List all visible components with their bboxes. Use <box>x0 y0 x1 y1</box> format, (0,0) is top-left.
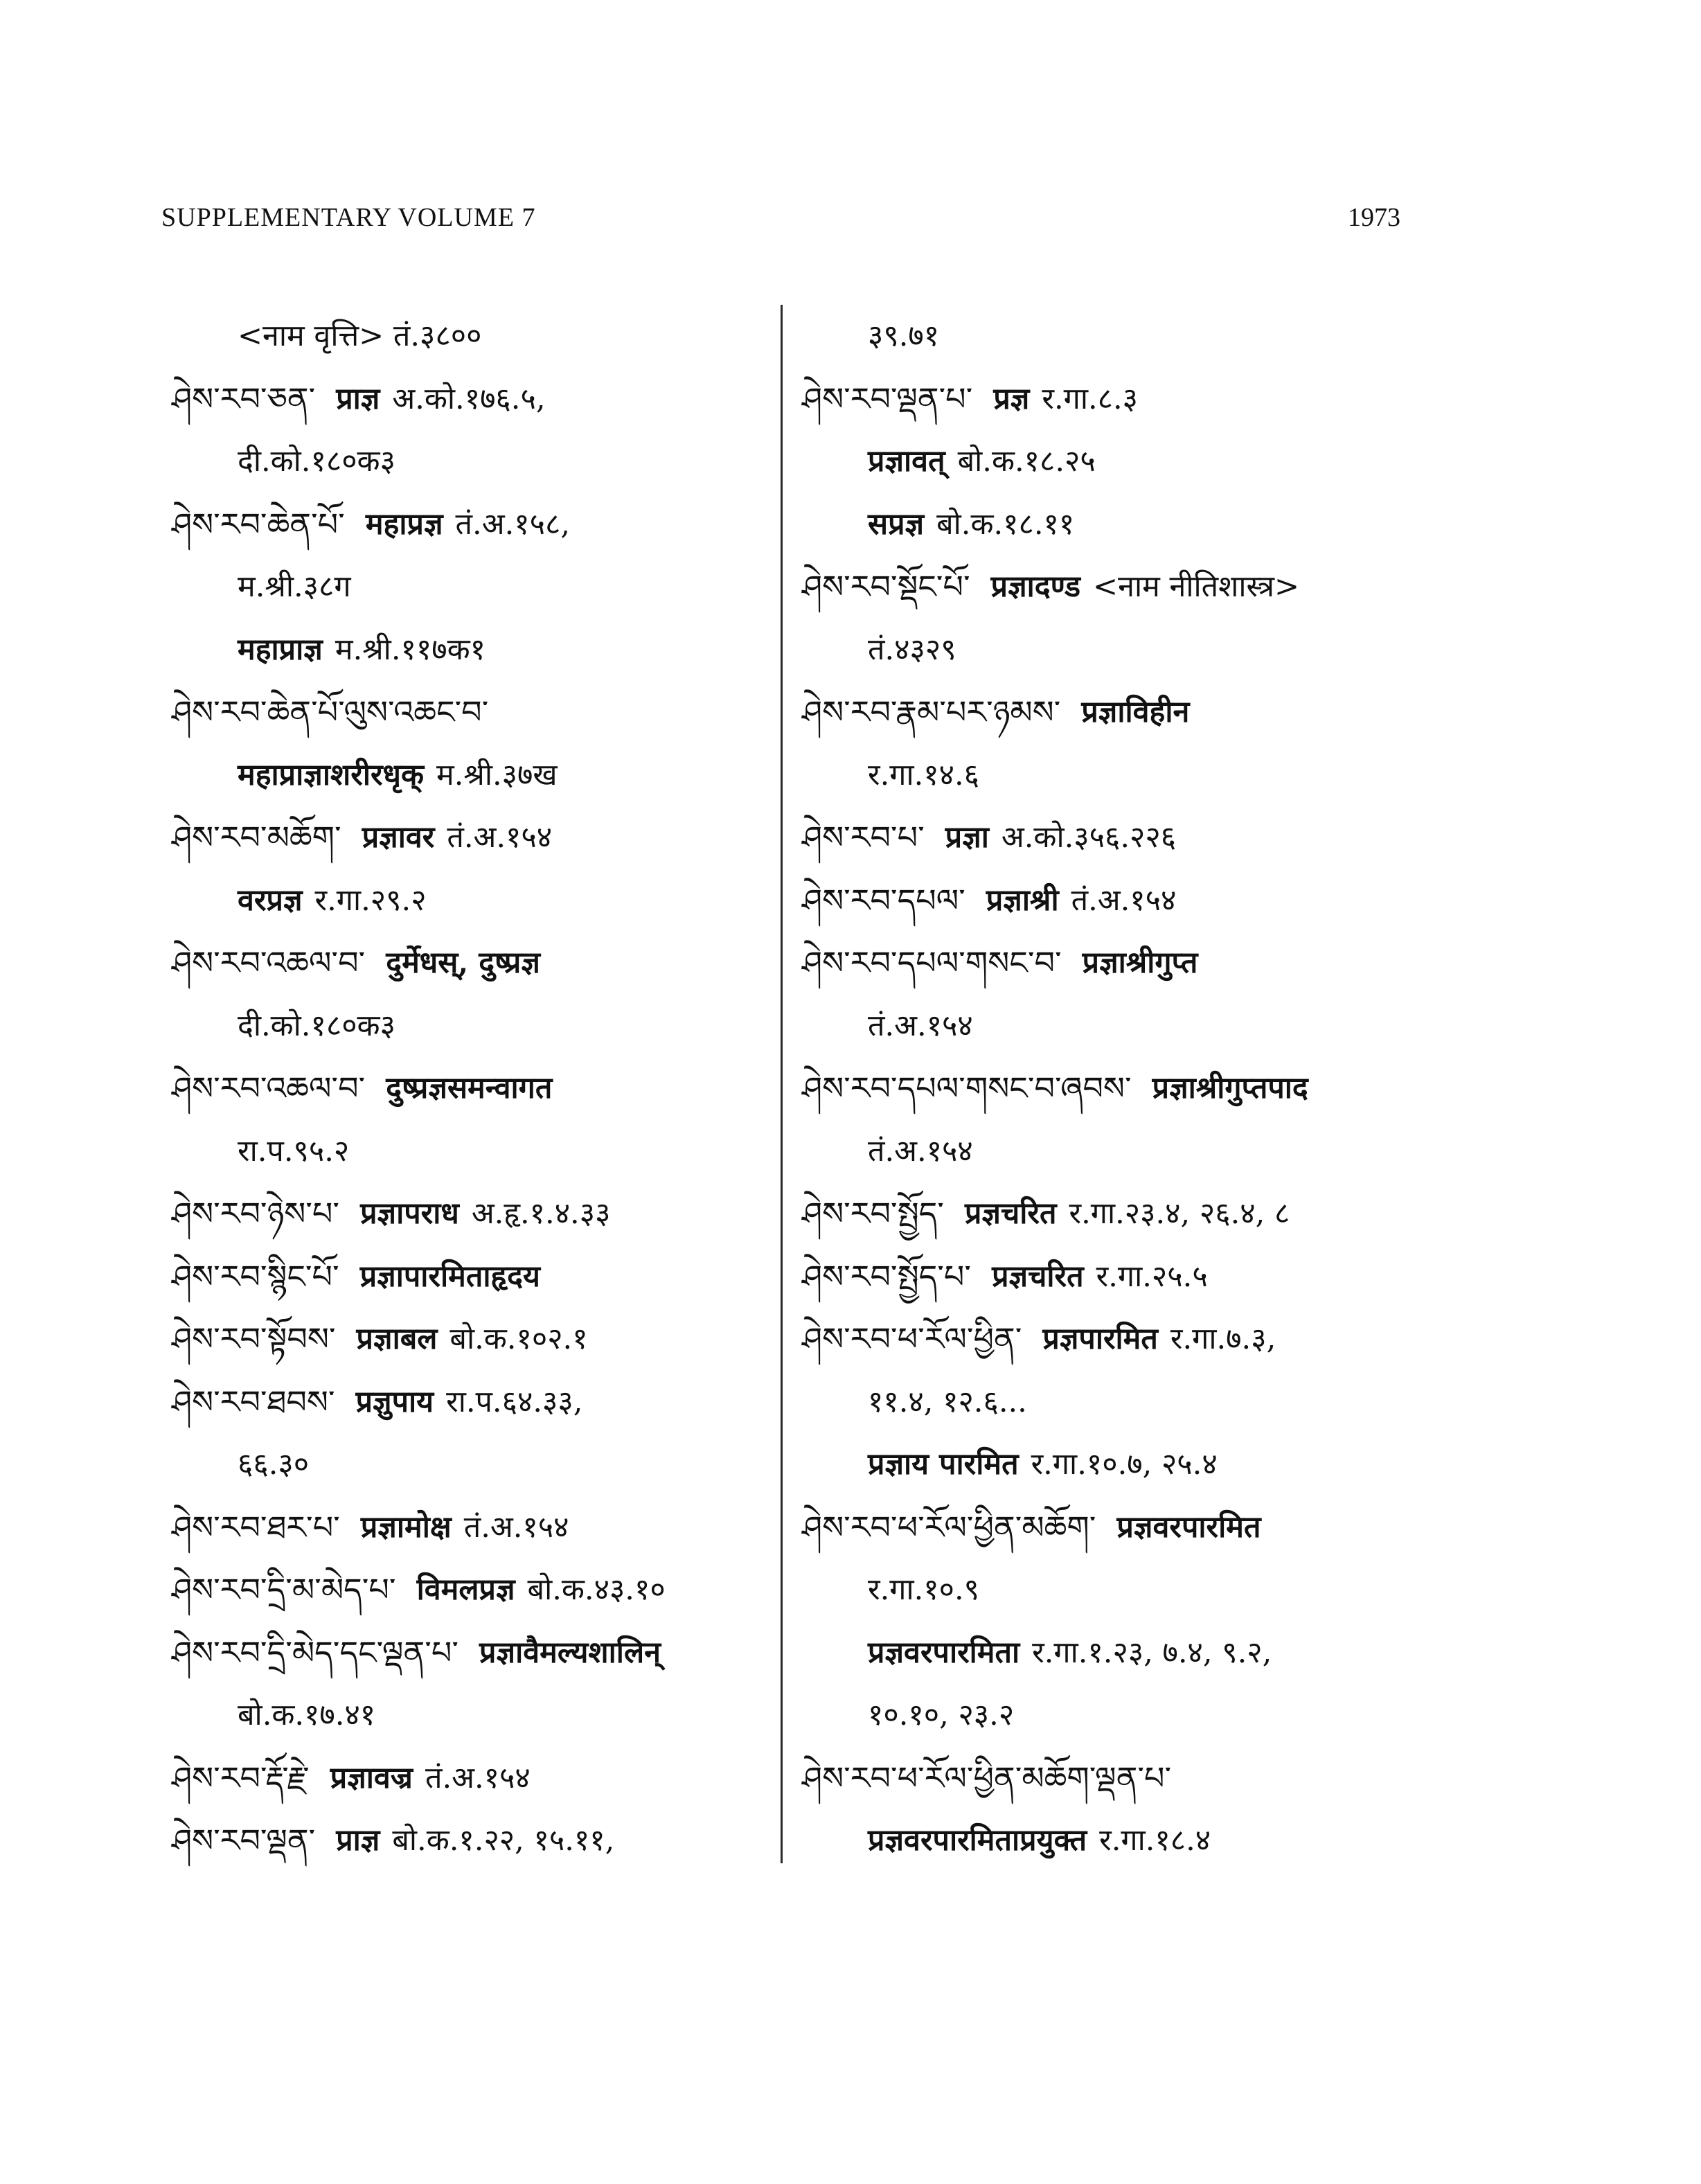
dictionary-entry-line <box>802 430 1425 493</box>
sanskrit-equivalent: प्रज्ञाश्रीगुप्त <box>1082 945 1198 980</box>
dictionary-entry-line <box>802 744 1425 807</box>
tibetan-headword: ཤེས་རབ་དྲི་མ་མེད་པ་ <box>172 1571 396 1608</box>
source-reference: र.गा.१४.६ <box>868 757 980 792</box>
dictionary-entry-line <box>172 1684 774 1747</box>
sanskrit-equivalent: प्रज्ञावर <box>362 820 435 855</box>
tibetan-headword: ཤེས་རབ་ཕ་རོལ་ཕྱིན་མཆོག་ལྡན་པ་ <box>802 1759 1172 1797</box>
dictionary-entry-line <box>172 681 774 744</box>
sanskrit-equivalent: वरप्रज्ञ <box>238 882 303 918</box>
sanskrit-equivalent: प्रज्ञवरपारमिता <box>868 1635 1020 1670</box>
source-reference: बो.क.४३.१० <box>527 1572 666 1607</box>
dictionary-entry-line <box>802 806 1425 869</box>
source-reference: र.गा.१०.७, २५.४ <box>1031 1447 1218 1482</box>
dictionary-entry-line <box>172 1496 774 1559</box>
dictionary-entry-line <box>802 932 1425 995</box>
dictionary-entry-line <box>172 869 774 932</box>
tibetan-headword: ཤེས་རབ་ཆེན་པོ་ <box>172 505 345 543</box>
dictionary-entry-line <box>172 1622 774 1685</box>
tibetan-headword: ཤེས་རབ་པ་ <box>802 819 925 856</box>
source-reference: बो.क.१.२२, १५.११, <box>392 1823 615 1858</box>
source-reference: ११.४, १२.६... <box>868 1384 1027 1419</box>
sanskrit-equivalent: प्रज्ञवरपारमिताप्रयुक्त <box>868 1823 1087 1858</box>
source-reference: तं.अ.१५४ <box>1071 882 1177 918</box>
source-reference: तं.अ.१५८, <box>455 506 570 542</box>
dictionary-entry-line <box>172 1308 774 1371</box>
sanskrit-equivalent: प्रज्ञावत् <box>868 444 945 479</box>
sanskrit-equivalent: विमलप्रज्ञ <box>416 1572 515 1607</box>
sanskrit-equivalent: प्रज्ञादण्ड <box>990 569 1081 604</box>
sanskrit-equivalent: प्रज्ञुपाय <box>355 1384 434 1419</box>
sanskrit-equivalent: दुष्प्रज्ञसमन्वागत <box>386 1071 553 1106</box>
source-reference: दी.को.१८०क३ <box>238 1008 395 1043</box>
dictionary-entry-line <box>802 1496 1425 1559</box>
tibetan-headword: ཤེས་རབ་སྟོབས་ <box>172 1320 336 1358</box>
tibetan-headword: ཤེས་རབ་ཅན་ <box>172 380 316 418</box>
dictionary-entry-line <box>802 681 1425 744</box>
dictionary-entry-line <box>172 1747 774 1810</box>
sanskrit-equivalent: सप्रज्ञ <box>868 506 925 542</box>
tibetan-headword: ཤེས་རབ་སྙིང་པོ་ <box>172 1257 339 1295</box>
source-reference: बो.क.१८.११ <box>936 506 1075 542</box>
source-reference: र.गा.७.३, <box>1170 1322 1276 1356</box>
tibetan-headword: ཤེས་རབ་འཆལ་བ་ <box>172 944 366 982</box>
dictionary-entry-line <box>802 1433 1425 1496</box>
dictionary-entry-line <box>172 493 774 556</box>
source-reference: र.गा.२५.५ <box>1096 1259 1208 1294</box>
sanskrit-equivalent: प्रज्ञामोक्ष <box>360 1509 452 1545</box>
tibetan-headword: ཤེས་རབ་ཕ་རོལ་ཕྱིན་མཆོག་ <box>802 1508 1096 1546</box>
tibetan-headword: ཤེས་རབ་ལྡན་པ་ <box>802 380 973 418</box>
dictionary-entry-line <box>172 1057 774 1120</box>
dictionary-entry-line <box>802 368 1425 431</box>
dictionary-entry-line <box>802 1182 1425 1245</box>
sanskrit-equivalent: प्रज्ञाश्रीगुप्तपाद <box>1152 1071 1308 1106</box>
source-reference: बो.क.१०२.१ <box>449 1322 588 1356</box>
tibetan-headword: ཤེས་རབ་ཉེས་པ་ <box>172 1195 340 1232</box>
dictionary-entry-line <box>172 619 774 682</box>
dictionary-entry-line <box>802 1120 1425 1183</box>
source-reference: तं.अ.१५४ <box>868 1008 973 1043</box>
source-reference: बो.क.१७.४१ <box>238 1698 376 1732</box>
source-reference: अ.को.३५६.२२६ <box>1001 820 1177 855</box>
dictionary-entry-line <box>172 1371 774 1434</box>
tibetan-headword: ཤེས་རབ་ཐབས་ <box>172 1383 335 1421</box>
running-title: SUPPLEMENTARY VOLUME 7 <box>161 203 536 232</box>
tibetan-headword: ཤེས་རབ་ཕ་རོལ་ཕྱིན་ <box>802 1320 1022 1358</box>
sanskrit-equivalent: महाप्राज्ञ <box>238 632 323 667</box>
source-reference: र.गा.१०.९ <box>868 1572 980 1607</box>
sanskrit-equivalent: प्राज्ञ <box>336 381 380 416</box>
dictionary-entry-line <box>172 1182 774 1245</box>
dictionary-entry-line <box>172 1245 774 1308</box>
source-reference: म.श्री.३८ग <box>238 569 351 604</box>
source-reference: र.गा.१.२३, ७.४, ९.२, <box>1032 1635 1272 1670</box>
tibetan-headword: ཤེས་རབ་མཆོག་ <box>172 819 341 856</box>
tibetan-headword: ཤེས་རབ་འཆལ་བ་ <box>172 1069 366 1107</box>
sanskrit-equivalent: प्राज्ञ <box>336 1823 380 1858</box>
tibetan-headword: ཤེས་རབ་དྲི་མེད་དང་ལྡན་པ་ <box>172 1633 459 1671</box>
source-reference: तं.अ.१५४ <box>868 1133 973 1169</box>
dictionary-entry-line <box>802 1622 1425 1685</box>
sanskrit-equivalent: महाप्रज्ञ <box>365 506 443 542</box>
source-reference: म.श्री.११७क१ <box>335 632 486 667</box>
tibetan-headword: ཤེས་རབ་རྡོ་རྗེ་ <box>172 1759 310 1797</box>
dictionary-entry-line <box>802 1684 1425 1747</box>
sanskrit-equivalent: प्रज्ञाश्री <box>986 882 1059 918</box>
dictionary-entry-line <box>172 1120 774 1183</box>
tibetan-headword: ཤེས་རབ་དཔལ་ <box>802 881 965 919</box>
column-divider <box>781 305 783 1863</box>
sanskrit-equivalent: प्रज्ञा <box>945 820 989 855</box>
source-reference: बो.क.१८.२५ <box>957 444 1096 479</box>
dictionary-entry-line <box>802 493 1425 556</box>
dictionary-entry-line <box>172 995 774 1058</box>
source-reference: अ.हृ.१.४.३३ <box>471 1196 611 1231</box>
source-reference: रा.प.९५.२ <box>238 1133 350 1169</box>
dictionary-entry-line <box>172 368 774 431</box>
sanskrit-equivalent: प्रज्ञापराध <box>360 1196 459 1231</box>
dictionary-entry-line <box>802 1245 1425 1308</box>
tibetan-headword: ཤེས་རབ་ཆེན་པོ་ལུས་འཆང་བ་ <box>172 693 489 731</box>
dictionary-entry-line <box>802 619 1425 682</box>
left-column <box>172 305 774 1872</box>
dictionary-entry-line <box>172 1809 774 1872</box>
source-reference: अ.को.१७६.५, <box>392 381 546 416</box>
tibetan-headword: ཤེས་རབ་ལྡན་ <box>172 1822 316 1859</box>
tibetan-headword: ཤེས་རབ་སྤྱོད་པ་ <box>802 1257 972 1295</box>
source-reference: <नाम वृत्ति> तं.३८०० <box>238 319 482 353</box>
dictionary-entry-line <box>172 305 774 368</box>
source-reference: र.गा.२३.४, २६.४, ८ <box>1069 1196 1290 1231</box>
dictionary-entry-line <box>802 305 1425 368</box>
dictionary-entry-line <box>802 556 1425 619</box>
dictionary-entry-line <box>172 430 774 493</box>
tibetan-headword: ཤེས་རབ་ཐར་པ་ <box>172 1508 340 1546</box>
source-reference: रा.प.६४.३३, <box>446 1384 583 1419</box>
source-reference: तं.४३२९ <box>868 632 956 667</box>
dictionary-entry-line <box>802 995 1425 1058</box>
source-reference: तं.अ.१५४ <box>425 1760 531 1795</box>
sanskrit-equivalent: प्रज्ञवरपारमित <box>1116 1509 1261 1545</box>
source-reference: तं.अ.१५४ <box>447 820 553 855</box>
sanskrit-equivalent: महाप्राज्ञाशरीरधृक् <box>238 757 425 792</box>
tibetan-headword: ཤེས་རབ་སྤྱོད་ <box>802 1195 944 1232</box>
sanskrit-equivalent: प्रज्ञचरित <box>964 1196 1057 1231</box>
dictionary-entry-line <box>802 1747 1425 1810</box>
source-reference: ६६.३० <box>238 1447 310 1482</box>
tibetan-headword: ཤེས་རབ་དཔལ་གསང་བ་ཞབས་ <box>802 1069 1132 1107</box>
dictionary-entry-line <box>172 1559 774 1622</box>
dictionary-entry-line <box>802 1308 1425 1371</box>
dictionary-entry-line <box>172 932 774 995</box>
source-reference: दी.को.१८०क३ <box>238 444 395 479</box>
dictionary-entry-line <box>172 556 774 619</box>
dictionary-entry-line <box>802 1057 1425 1120</box>
sanskrit-equivalent: प्रज्ञापारमिताहृदय <box>359 1259 540 1294</box>
sanskrit-equivalent: प्रज्ञावज्र <box>330 1760 413 1795</box>
tibetan-headword: ཤེས་རབ་དཔལ་གསང་བ་ <box>802 944 1062 982</box>
right-column <box>802 305 1425 1872</box>
sanskrit-equivalent: प्रज्ञाविहीन <box>1081 695 1190 729</box>
source-reference: र.गा.२९.२ <box>314 882 427 918</box>
source-reference: र.गा.८.३ <box>1042 381 1139 416</box>
dictionary-entry-line <box>802 1809 1425 1872</box>
sanskrit-equivalent: प्रज्ञाय पारमित <box>868 1447 1019 1482</box>
sanskrit-equivalent: दुर्मेधस्, दुष्प्रज्ञ <box>386 945 540 980</box>
dictionary-entry-line <box>172 744 774 807</box>
dictionary-entry-line <box>802 1371 1425 1434</box>
sanskrit-equivalent: प्रज्ञपारमित <box>1042 1322 1158 1356</box>
source-reference: म.श्री.३७ख <box>436 757 558 792</box>
source-reference: र.गा.१८.४ <box>1099 1823 1211 1858</box>
dictionary-entry-line <box>172 806 774 869</box>
source-reference: <नाम नीतिशास्त्र> <box>1093 569 1299 604</box>
dictionary-entry-line <box>802 1559 1425 1622</box>
sanskrit-equivalent: प्रज्ञचरित <box>992 1259 1084 1294</box>
source-reference: १०.१०, २३.२ <box>868 1698 1015 1732</box>
sanskrit-equivalent: प्रज्ञाबल <box>356 1322 438 1356</box>
tibetan-headword: ཤེས་རབ་སྡོང་པོ་ <box>802 568 970 605</box>
dictionary-entry-line <box>802 869 1425 932</box>
page-number: 1973 <box>1348 203 1400 232</box>
tibetan-headword: ཤེས་རབ་རྣམ་པར་ཉམས་ <box>802 693 1061 731</box>
sanskrit-equivalent: प्रज्ञ <box>993 381 1030 416</box>
source-reference: तं.अ.१५४ <box>463 1509 569 1545</box>
sanskrit-equivalent: प्रज्ञावैमल्यशालिन् <box>479 1635 661 1670</box>
source-reference: ३९.७१ <box>868 319 940 353</box>
dictionary-entry-line <box>172 1433 774 1496</box>
